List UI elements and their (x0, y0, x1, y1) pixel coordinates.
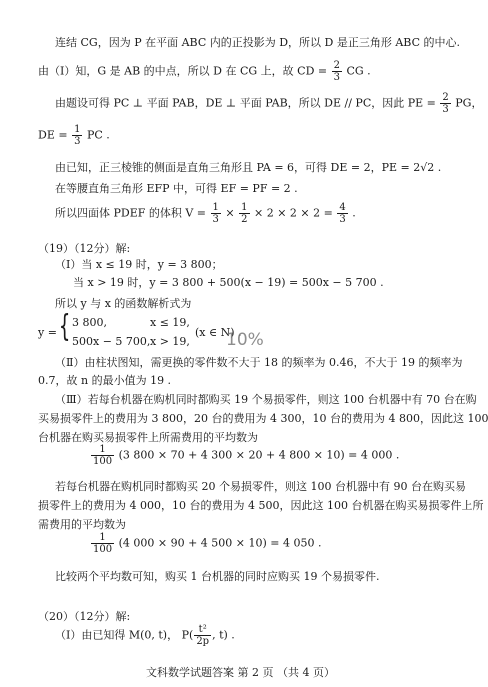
text-segment: CG . (346, 64, 371, 78)
fraction-denominator: 2p (196, 636, 210, 647)
text-segment: × 2 × 2 × 2 = (254, 206, 333, 220)
fraction (440, 92, 450, 115)
text-line: 由已知，正三棱锥的侧面是直角三角形且 PA = 6，可得 DE = 2，PE = 2√2 . (55, 161, 442, 174)
fraction (72, 124, 82, 147)
fraction-numerator: 2 (442, 92, 449, 103)
piecewise-row1-cond: x ≤ 19, (150, 316, 190, 329)
fraction-numerator: 1 (74, 124, 81, 135)
average-formula (90, 532, 321, 555)
fraction-numerator: t² (194, 624, 211, 636)
text-line: 当 x > 19 时，y = 3 800 + 500(x − 19) = 500x − 5 700 . (73, 276, 384, 289)
text-line-with-fraction (55, 92, 482, 115)
fraction (211, 202, 221, 225)
piecewise-row2-cond: x > 19, (150, 335, 190, 348)
text-line-with-fraction (55, 624, 235, 647)
fraction-numerator: 1 (212, 202, 219, 213)
piecewise-row1-value: 3 800, (72, 316, 107, 329)
text-line: （Ⅲ）若每台机器在购机同时都购买 19 个易损零件，则这 100 台机器中有 70 台在购 (55, 393, 477, 406)
formula-expression: (4 000 × 90 + 4 500 × 10) = 4 050 . (118, 536, 322, 550)
fraction-denominator: 100 (93, 544, 113, 555)
text-line: 需费用的平均数为 (38, 518, 126, 531)
fraction (194, 624, 211, 647)
fraction-numerator: 4 (339, 202, 346, 213)
piecewise-domain: (x ∈ N) . (195, 326, 242, 339)
text-segment: PC . (86, 128, 110, 142)
watermark: 10% (226, 330, 264, 350)
text-segment: 所以四面体 PDEF 的体积 V = (55, 206, 207, 220)
average-formula (90, 444, 399, 467)
fraction (337, 202, 347, 225)
text-segment: PG， (455, 96, 483, 110)
fraction (239, 202, 249, 225)
formula-expression: (3 800 × 70 + 4 300 × 20 + 4 800 × 10) = 4 000 . (118, 448, 400, 462)
text-line: 台机器在购买易损零件上所需费用的平均数为 (38, 431, 258, 444)
text-line: （Ⅱ）由柱状图知，需更换的零件数不大于 18 的频率为 0.46，不大于 19 的频率为 (55, 356, 463, 369)
text-line: 比较两个平均数可知，购买 1 台机器的同时应购买 19 个易损零件. (55, 570, 380, 583)
fraction-denominator: 3 (339, 214, 346, 225)
text-line: 在等腰直角三角形 EFP 中，可得 EF = PF = 2 . (55, 182, 298, 195)
fraction-numerator: 1 (91, 444, 114, 456)
fraction-denominator: 3 (74, 136, 81, 147)
fraction-numerator: 1 (241, 202, 248, 213)
fraction-denominator: 2 (241, 214, 248, 225)
text-segment: 由题设可得 PC ⊥ 平面 PAB，DE ⊥ 平面 PAB，所以 DE // PC，因此 PE = (55, 96, 436, 110)
fraction (332, 60, 342, 83)
piecewise-row2-value: 500x − 5 700, (72, 335, 151, 348)
text-segment: P( (181, 628, 194, 642)
fraction (91, 444, 114, 467)
text-line: 损零件上的费用为 4 000，10 台的费用为 4 500，因此这 100 台机器在购买易损零件上所 (38, 499, 484, 512)
piecewise-lhs: y = (38, 326, 57, 339)
text-segment: , t) . (212, 628, 235, 642)
text-line: 所以 y 与 x 的函数解析式为 (55, 297, 192, 310)
text-line-with-fraction (55, 202, 356, 225)
page-footer: 文科数学试题答案 第 2 页 （共 4 页） (146, 666, 335, 679)
text-segment: DE = (38, 128, 68, 142)
text-line-with-fraction (38, 124, 110, 147)
text-segment: 由（Ⅰ）知，G 是 AB 的中点，所以 D 在 CG 上，故 CD = (38, 64, 328, 78)
left-brace: { (58, 309, 71, 344)
fraction-denominator: 3 (333, 72, 340, 83)
section-header: （19）（12分）解: (38, 242, 131, 255)
text-line: 若每台机器在购机同时都购买 20 个易损零件，则这 100 台机器中有 90 台在购买易 (55, 480, 466, 493)
text-line: 0.7，故 n 的最小值为 19 . (38, 374, 172, 387)
fraction-numerator: 1 (91, 532, 114, 544)
fraction-denominator: 3 (442, 104, 449, 115)
fraction (91, 532, 114, 555)
text-line-with-fraction (38, 60, 371, 83)
fraction-denominator: 3 (212, 214, 219, 225)
fraction-numerator: 2 (333, 60, 340, 71)
text-segment: . (352, 206, 356, 220)
text-line: 买易损零件上的费用为 3 800，20 台的费用为 4 300，10 台的费用为 4 800，因此这 100 (38, 412, 488, 425)
text-segment: × (225, 206, 235, 220)
text-segment: （Ⅰ）由已知得 M(0, t)， (55, 628, 179, 642)
text-line: 连结 CG，因为 P 在平面 ABC 内的正投影为 D，所以 D 是正三角形 ABC 的中心. (55, 36, 461, 49)
section-header: （20）（12分）解: (38, 610, 131, 623)
text-line: （Ⅰ）当 x ≤ 19 时，y = 3 800； (55, 258, 223, 271)
fraction-denominator: 100 (93, 456, 113, 467)
